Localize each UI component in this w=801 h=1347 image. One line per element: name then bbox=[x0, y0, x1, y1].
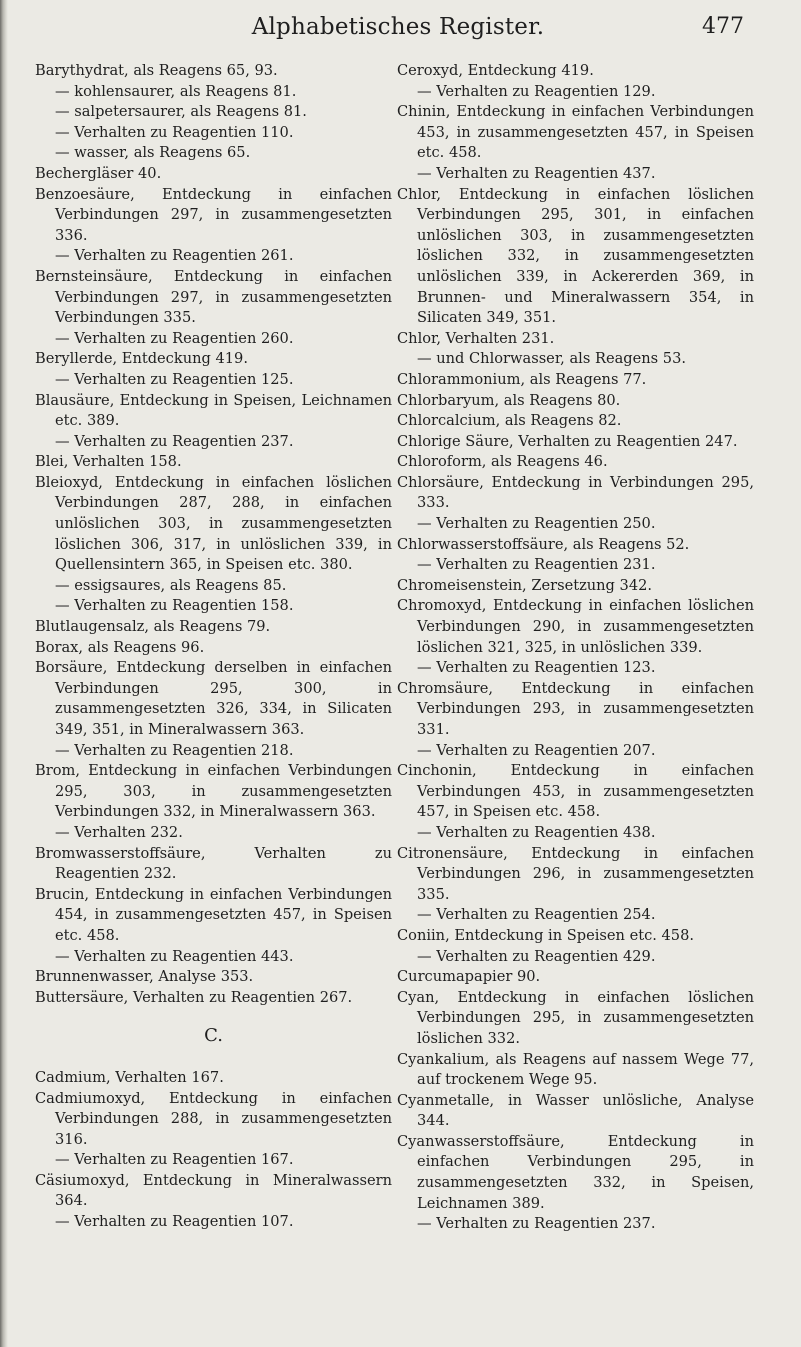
index-entry: Chlorige Säure, Verhalten zu Reagentien 247. bbox=[397, 432, 738, 450]
index-subentry: — Verhalten zu Reagentien 129. bbox=[417, 82, 656, 100]
entries-c-list bbox=[35, 1068, 392, 1233]
index-subentry: — Verhalten zu Reagentien 260. bbox=[55, 329, 294, 347]
index-entry: Cinchonin, Entdeckung in einfachen Verbindungen 453, in zusammengesetzten 457, in Speisen etc. 458. bbox=[397, 762, 754, 821]
index-entry: Bernsteinsäure, Entdeckung in einfachen Verbindungen 297, in zusammengesetzten Verbindungen 335. bbox=[35, 267, 392, 327]
index-subentry: — Verhalten zu Reagentien 218. bbox=[55, 741, 294, 759]
index-entry: Chloroform, als Reagens 46. bbox=[397, 453, 608, 471]
index-subentry: — wasser, als Reagens 65. bbox=[55, 144, 251, 162]
index-entry: Ceroxyd, Entdeckung 419. bbox=[397, 62, 594, 79]
index-entry: Citronensäure, Entdeckung in einfachen Verbindungen 296, in zusammengesetzten 335. bbox=[397, 844, 754, 903]
index-entry: Blutlaugensalz, als Reagens 79. bbox=[35, 618, 271, 636]
right-column bbox=[397, 61, 754, 1235]
index-entry: Cadmiumoxyd, Entdeckung in einfachen Verbindungen 288, in zusammengesetzten 316. bbox=[35, 1089, 392, 1148]
running-head bbox=[0, 14, 801, 54]
left-column bbox=[35, 61, 392, 1233]
index-entry: Borsäure, Entdeckung derselben in einfachen Verbindungen 295, 300, in zusammengesetzten 326, 334, in Silicaten 349, 351, in Mineralwassern 363. bbox=[35, 659, 392, 738]
index-subentry: — Verhalten zu Reagentien 158. bbox=[55, 597, 294, 615]
index-entry: Bromwasserstoffsäure, Verhalten zu Reagentien 232. bbox=[35, 844, 392, 883]
index-subentry: — Verhalten zu Reagentien 443. bbox=[55, 947, 294, 965]
index-subentry: — Verhalten zu Reagentien 261. bbox=[55, 247, 294, 265]
index-subentry: — Verhalten zu Reagentien 438. bbox=[417, 823, 656, 841]
entries-right-list bbox=[397, 61, 754, 1235]
index-entry: Cäsiumoxyd, Entdeckung in Mineralwassern 364. bbox=[35, 1171, 392, 1210]
index-subentry: — Verhalten zu Reagentien 429. bbox=[417, 947, 656, 965]
index-entry: Chlorsäure, Entdeckung in Verbindungen 295, 333. bbox=[397, 473, 754, 512]
index-entry: Bleioxyd, Entdeckung in einfachen löslichen Verbindungen 287, 288, in einfachen unlöslichen 303, in zusammengesetzten löslichen 306, 317, in unlöslichen 339, in Quellensintern 365, in Speisen etc. 380. bbox=[35, 473, 392, 574]
index-entry: Chromsäure, Entdeckung in einfachen Verbindungen 293, in zusammengesetzten 331. bbox=[397, 679, 754, 738]
index-entry: Blei, Verhalten 158. bbox=[35, 453, 182, 471]
index-entry: Brom, Entdeckung in einfachen Verbindungen 295, 303, in zusammengesetzten Verbindungen 332, in Mineralwassern 363. bbox=[35, 762, 392, 821]
index-entry: Benzoesäure, Entdeckung in einfachen Verbindungen 297, in zusammengesetzten 336. bbox=[35, 185, 392, 244]
section-letter-c: C. bbox=[204, 1025, 223, 1047]
index-entry: Barythydrat, als Reagens 65, 93. bbox=[35, 62, 278, 79]
index-subentry: — Verhalten zu Reagentien 167. bbox=[55, 1151, 294, 1169]
index-entry: Chlor, Entdeckung in einfachen löslichen Verbindungen 295, 301, in einfachen unlöslichen 303, in zusammengesetzten löslichen 332, in zusammengesetzten unlöslichen 339, in Ackererden 369, in Brunnen- und Mineralwassern 354, in Silicaten 349, 351. bbox=[397, 185, 754, 327]
index-entry: Chlorcalcium, als Reagens 82. bbox=[397, 412, 622, 430]
index-subentry: — essigsaures, als Reagens 85. bbox=[55, 576, 287, 594]
index-entry: Brunnenwasser, Analyse 353. bbox=[35, 968, 254, 986]
index-entry: Cyanwasserstoffsäure, Entdeckung in einfachen Verbindungen 295, in zusammengesetzten 332, in Speisen, Leichnamen 389. bbox=[397, 1132, 754, 1212]
index-entry: Beryllerde, Entdeckung 419. bbox=[35, 350, 248, 368]
index-entry: Cyanmetalle, in Wasser unlösliche, Analyse 344. bbox=[397, 1091, 754, 1130]
index-subentry: — Verhalten zu Reagentien 237. bbox=[55, 432, 294, 450]
index-entry: Chlorammonium, als Reagens 77. bbox=[397, 370, 647, 388]
index-entry: Borax, als Reagens 96. bbox=[35, 638, 205, 656]
index-subentry: — Verhalten zu Reagentien 250. bbox=[417, 515, 656, 533]
index-entry: Chlorbaryum, als Reagens 80. bbox=[397, 391, 621, 409]
index-entry: Cyan, Entdeckung in einfachen löslichen Verbindungen 295, in zusammengesetzten löslichen 332. bbox=[397, 988, 754, 1047]
index-entry: Buttersäure, Verhalten zu Reagentien 267. bbox=[35, 988, 353, 1006]
index-entry: Cyankalium, als Reagens auf nassem Wege 77, auf trockenem Wege 95. bbox=[397, 1050, 754, 1089]
entries-b-list bbox=[35, 61, 392, 1008]
index-subentry: — Verhalten zu Reagentien 254. bbox=[417, 906, 656, 924]
index-subentry: — Verhalten zu Reagentien 207. bbox=[417, 741, 656, 759]
index-entry: Blausäure, Entdeckung in Speisen, Leichnamen etc. 389. bbox=[35, 391, 392, 430]
index-subentry: — Verhalten zu Reagentien 123. bbox=[417, 659, 656, 677]
index-entry: Coniin, Entdeckung in Speisen etc. 458. bbox=[397, 926, 695, 944]
page-binding-edge bbox=[0, 0, 8, 1347]
index-entry: Chromeisenstein, Zersetzung 342. bbox=[397, 576, 653, 594]
index-subentry: — Verhalten zu Reagentien 237. bbox=[417, 1215, 656, 1233]
index-subentry: — salpetersaurer, als Reagens 81. bbox=[55, 103, 307, 121]
index-subentry: — Verhalten zu Reagentien 110. bbox=[55, 123, 294, 141]
index-entry: Chinin, Entdeckung in einfachen Verbindungen 453, in zusammengesetzten 457, in Speisen etc. 458. bbox=[397, 103, 754, 162]
index-subentry: — und Chlorwasser, als Reagens 53. bbox=[417, 350, 687, 368]
index-subentry: — Verhalten 232. bbox=[55, 823, 183, 841]
page-title: Alphabetisches Register. bbox=[251, 14, 545, 40]
index-subentry: — kohlensaurer, als Reagens 81. bbox=[55, 82, 297, 100]
index-entry: Brucin, Entdeckung in einfachen Verbindungen 454, in zusammengesetzten 457, in Speisen etc. 458. bbox=[35, 885, 392, 944]
index-entry: Cadmium, Verhalten 167. bbox=[35, 1068, 224, 1086]
index-entry: Bechergläser 40. bbox=[35, 164, 162, 182]
index-entry: Chlor, Verhalten 231. bbox=[397, 329, 555, 347]
index-entry: Curcumapapier 90. bbox=[397, 968, 541, 986]
page-number: 477 bbox=[702, 14, 744, 39]
index-subentry: — Verhalten zu Reagentien 231. bbox=[417, 556, 656, 574]
index-subentry: — Verhalten zu Reagentien 107. bbox=[55, 1213, 294, 1231]
index-entry: Chromoxyd, Entdeckung in einfachen löslichen Verbindungen 290, in zusammengesetzten löslichen 321, 325, in unlöslichen 339. bbox=[397, 597, 754, 656]
index-subentry: — Verhalten zu Reagentien 437. bbox=[417, 164, 656, 182]
index-entry: Chlorwasserstoffsäure, als Reagens 52. bbox=[397, 535, 690, 553]
index-subentry: — Verhalten zu Reagentien 125. bbox=[55, 370, 294, 388]
